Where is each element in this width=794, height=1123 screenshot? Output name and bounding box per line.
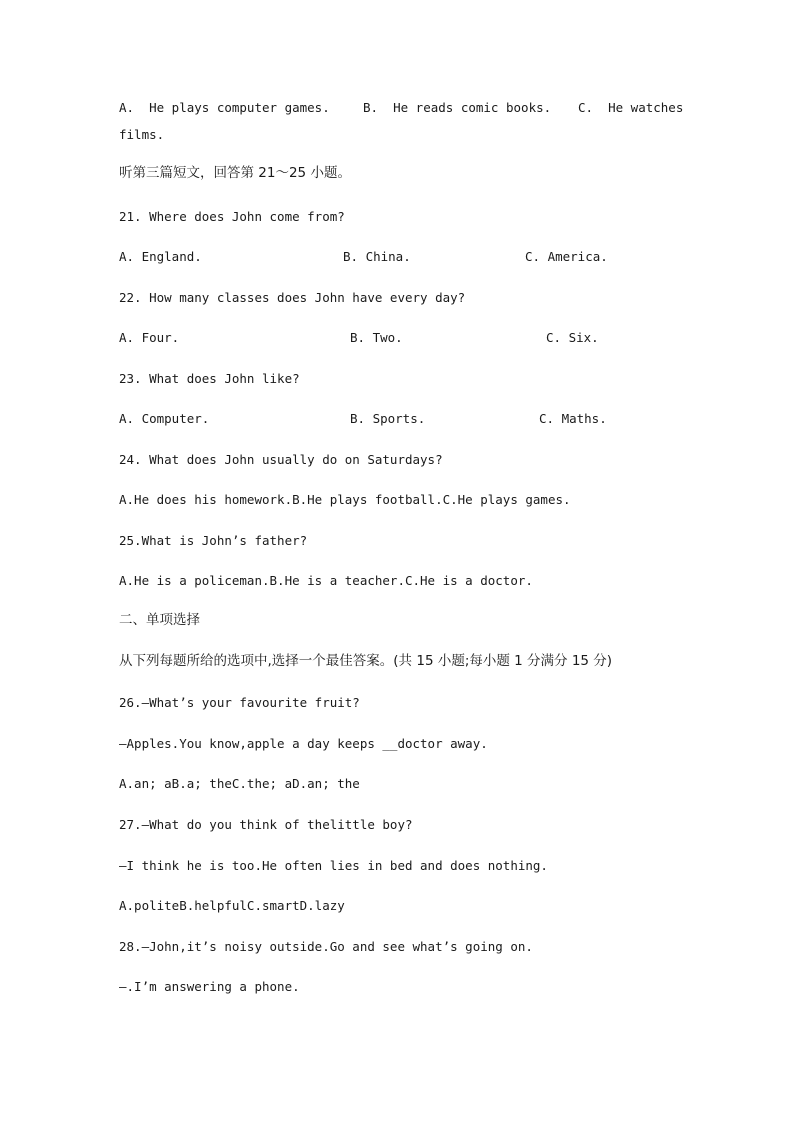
q28-line1: 28.—John,it’s noisy outside.Go and see what’s going on.: [119, 939, 533, 954]
q23-option-c: C. Maths.: [539, 411, 607, 426]
q21-option-c: C. America.: [525, 249, 608, 264]
q28-line2: —.I’m answering a phone.: [119, 979, 300, 994]
q26-line2: —Apples.You know,apple a day keeps __doctor away.: [119, 736, 488, 751]
q25-options: A.He is a policeman.B.He is a teacher.C.He is a doctor.: [119, 573, 533, 588]
q26-options: A.an; aB.a; theC.the; aD.an; the: [119, 776, 360, 791]
q21-stem: 21. Where does John come from?: [119, 209, 345, 224]
q23-option-b: B. Sports.: [350, 411, 426, 426]
part2-title: 二、单项选择: [119, 612, 200, 628]
q24-options: A.He does his homework.B.He plays football.C.He plays games.: [119, 492, 571, 507]
section3-instruction: 听第三篇短文，回答第 21～25 小题。: [119, 165, 351, 181]
q27-options: A.politeB.helpfulC.smartD.lazy: [119, 898, 345, 913]
q27-line1: 27.—What do you think of thelittle boy?: [119, 817, 413, 832]
q25-stem: 25.What is John’s father?: [119, 533, 308, 548]
q21-option-a: A. England.: [119, 249, 202, 264]
q23-stem: 23. What does John like?: [119, 371, 300, 386]
q20-option-b: B. He reads comic books.: [363, 100, 552, 115]
q21-option-b: B. China.: [343, 249, 411, 264]
q26-line1: 26.—What’s your favourite fruit?: [119, 695, 360, 710]
q22-option-b: B. Two.: [350, 330, 403, 345]
q20-option-c: C. He watches: [578, 100, 684, 115]
q20-option-c-continued: films.: [119, 127, 165, 142]
q27-line2: —I think he is too.He often lies in bed and does nothing.: [119, 858, 548, 873]
q24-stem: 24. What does John usually do on Saturdays?: [119, 452, 443, 467]
q22-option-a: A. Four.: [119, 330, 180, 345]
q23-option-a: A. Computer.: [119, 411, 210, 426]
q20-option-a: A. He plays computer games.: [119, 100, 330, 115]
q22-option-c: C. Six.: [546, 330, 599, 345]
q22-stem: 22. How many classes does John have every day?: [119, 290, 466, 305]
part2-instruction: 从下列每题所给的选项中,选择一个最佳答案。(共 15 小题;每小题 1 分满分 15 分): [119, 653, 613, 669]
